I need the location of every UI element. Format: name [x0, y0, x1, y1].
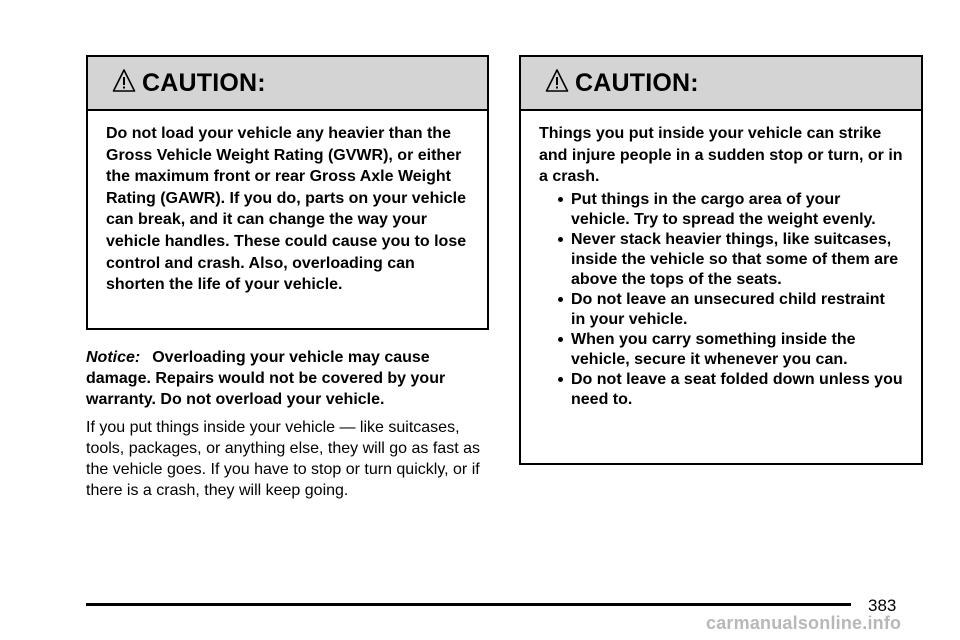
bullet-dot-icon — [558, 237, 563, 242]
list-item-text: Never stack heavier things, like suitcases, inside the vehicle so that some of them are above the tops of the seats. — [571, 230, 899, 288]
body-paragraph: If you put things inside your vehicle — like suitcases, tools, packages, or anything else, they will go as fast as the vehicle goes. If you have to stop or turn quickly, or if there is a crash, they will keep going. — [86, 419, 480, 499]
notice-label: Notice: — [86, 349, 141, 366]
list-item — [571, 290, 903, 330]
caution-title: CAUTION: — [142, 68, 266, 97]
list-item — [571, 230, 903, 290]
caution-title: CAUTION: — [575, 68, 699, 97]
page-number: 383 — [868, 596, 897, 615]
list-item-text: Put things in the cargo area of your vehicle. Try to spread the weight evenly. — [571, 190, 876, 228]
warning-triangle-icon — [112, 68, 136, 94]
caution-body — [521, 111, 921, 410]
list-item — [571, 370, 903, 410]
caution-box-cargo — [519, 55, 923, 465]
bullet-dot-icon — [558, 297, 563, 302]
caution-intro-text: Things you put inside your vehicle can strike and injure people in a sudden stop or turn, or in a crash. — [539, 125, 903, 185]
caution-header — [88, 57, 487, 111]
bullet-dot-icon — [558, 197, 563, 202]
caution-body-text: Do not load your vehicle any heavier than the Gross Vehicle Weight Rating (GVWR), or either the maximum front or rear Gross Axle Weight Rating (GAWR). If you do, parts on your vehicle can break, and it can change the way your vehicle handles. These could cause you to lose control and crash. Also, overloading can shorten the life of your vehicle. — [106, 125, 467, 294]
list-item-text: Do not leave a seat folded down unless you need to. — [571, 370, 903, 408]
list-item — [571, 190, 903, 230]
caution-bullet-list — [539, 190, 903, 410]
list-item-text: Do not leave an unsecured child restraint in your vehicle. — [571, 290, 885, 328]
watermark: carmanualsonline.info — [706, 613, 902, 633]
notice-text: Overloading your vehicle may cause damage. Repairs would not be covered by your warranty. Do not overload your vehicle. — [86, 349, 446, 408]
caution-header — [521, 57, 921, 111]
list-item-text: When you carry something inside the vehicle, secure it whenever you can. — [571, 330, 856, 368]
bullet-dot-icon — [558, 337, 563, 342]
notice-paragraph — [86, 347, 496, 410]
footer-rule — [86, 603, 851, 606]
bullet-dot-icon — [558, 377, 563, 382]
caution-box-overload — [86, 55, 489, 330]
list-item — [571, 330, 903, 370]
warning-triangle-icon — [545, 68, 569, 94]
